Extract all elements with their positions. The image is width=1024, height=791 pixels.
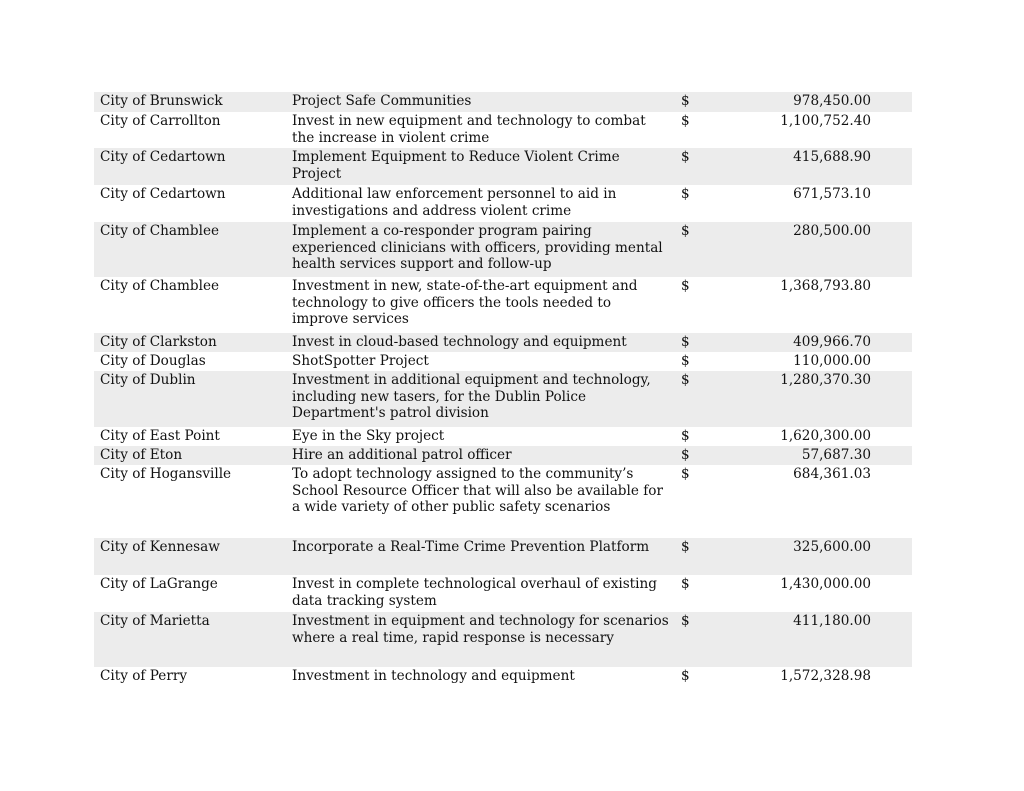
- project-cell: Eye in the Sky project: [292, 428, 445, 444]
- city-cell: City of Cedartown: [100, 186, 226, 202]
- table-row: [94, 465, 912, 538]
- city-cell: City of Chamblee: [94, 222, 292, 277]
- currency-cell: $: [678, 92, 743, 112]
- table-row: [94, 446, 912, 465]
- project-cell: Investment in additional equipment and technology, including new tasers, for the Dublin Police Department's patrol division: [292, 371, 678, 427]
- table-row: [94, 612, 912, 667]
- currency-cell: $: [678, 538, 743, 575]
- city-cell: City of East Point: [100, 428, 220, 444]
- city-cell: City of Perry: [100, 668, 188, 684]
- currency-cell: $: [681, 113, 690, 129]
- amount-cell: 411,180.00: [743, 612, 912, 667]
- table-row: [94, 371, 912, 427]
- city-cell: City of LaGrange: [100, 576, 218, 592]
- currency-cell: $: [678, 612, 743, 667]
- city-cell: City of Chamblee: [100, 278, 220, 294]
- table-row: [94, 148, 912, 185]
- amount-cell: 1,620,300.00: [780, 428, 871, 444]
- currency-cell: $: [678, 333, 743, 352]
- city-cell: City of Carrollton: [100, 113, 221, 129]
- table-row: [94, 427, 912, 446]
- currency-cell: $: [678, 371, 743, 427]
- amount-cell: 1,572,328.98: [780, 668, 871, 684]
- currency-cell: $: [678, 222, 743, 277]
- amount-cell: 1,280,370.30: [743, 371, 912, 427]
- table-row: [94, 112, 912, 148]
- amount-cell: 110,000.00: [793, 353, 871, 369]
- project-cell: Implement Equipment to Reduce Violent Crime Project: [292, 148, 678, 185]
- project-cell: Investment in equipment and technology for scenarios where a real time, rapid response is necessary: [292, 612, 678, 667]
- amount-cell: 57,687.30: [743, 446, 912, 465]
- project-cell: Project Safe Communities: [292, 92, 678, 112]
- city-cell: City of Hogansville: [100, 466, 232, 482]
- project-cell: Additional law enforcement personnel to aid in investigations and address violent crime: [292, 186, 617, 219]
- city-cell: City of Kennesaw: [94, 538, 292, 575]
- project-cell: Incorporate a Real-Time Crime Prevention Platform: [292, 538, 678, 575]
- city-cell: City of Cedartown: [94, 148, 292, 185]
- project-cell: Invest in new equipment and technology to combat the increase in violent crime: [292, 113, 646, 146]
- project-cell: Implement a co-responder program pairing experienced clinicians with officers, providing mental health services support and follow-up: [292, 222, 678, 277]
- amount-cell: 409,966.70: [743, 333, 912, 352]
- table-row: [94, 222, 912, 277]
- city-cell: City of Clarkston: [94, 333, 292, 352]
- project-cell: Investment in new, state-of-the-art equipment and technology to give officers the tools needed to improve services: [292, 278, 638, 327]
- amount-cell: 684,361.03: [793, 466, 871, 482]
- grants-table: [94, 92, 912, 686]
- table-row: [94, 92, 912, 112]
- city-cell: City of Eton: [94, 446, 292, 465]
- currency-cell: $: [681, 186, 690, 202]
- table-row: [94, 352, 912, 371]
- currency-cell: $: [681, 466, 690, 482]
- currency-cell: $: [678, 446, 743, 465]
- grants-table-body: [94, 92, 912, 686]
- table-row: [94, 538, 912, 575]
- amount-cell: 1,368,793.80: [780, 278, 871, 294]
- project-cell: Investment in technology and equipment: [292, 668, 575, 684]
- currency-cell: $: [681, 428, 690, 444]
- amount-cell: 1,430,000.00: [780, 576, 871, 592]
- currency-cell: $: [681, 353, 690, 369]
- table-row: [94, 575, 912, 612]
- amount-cell: 1,100,752.40: [780, 113, 871, 129]
- currency-cell: $: [681, 576, 690, 592]
- project-cell: Hire an additional patrol officer: [292, 446, 678, 465]
- amount-cell: 978,450.00: [743, 92, 912, 112]
- city-cell: City of Marietta: [94, 612, 292, 667]
- table-row: [94, 277, 912, 333]
- amount-cell: 671,573.10: [793, 186, 871, 202]
- amount-cell: 415,688.90: [743, 148, 912, 185]
- project-cell: To adopt technology assigned to the community’s School Resource Officer that will also be available for a wide variety of other public safety scenarios: [292, 466, 663, 515]
- table-row: [94, 667, 912, 686]
- table-row: [94, 333, 912, 352]
- currency-cell: $: [681, 278, 690, 294]
- amount-cell: 280,500.00: [743, 222, 912, 277]
- currency-cell: $: [678, 148, 743, 185]
- project-cell: ShotSpotter Project: [292, 353, 429, 369]
- city-cell: City of Dublin: [94, 371, 292, 427]
- table-row: [94, 185, 912, 222]
- city-cell: City of Douglas: [100, 353, 206, 369]
- project-cell: Invest in cloud-based technology and equipment: [292, 333, 678, 352]
- amount-cell: 325,600.00: [743, 538, 912, 575]
- project-cell: Invest in complete technological overhaul of existing data tracking system: [292, 576, 657, 609]
- city-cell: City of Brunswick: [94, 92, 292, 112]
- currency-cell: $: [681, 668, 690, 684]
